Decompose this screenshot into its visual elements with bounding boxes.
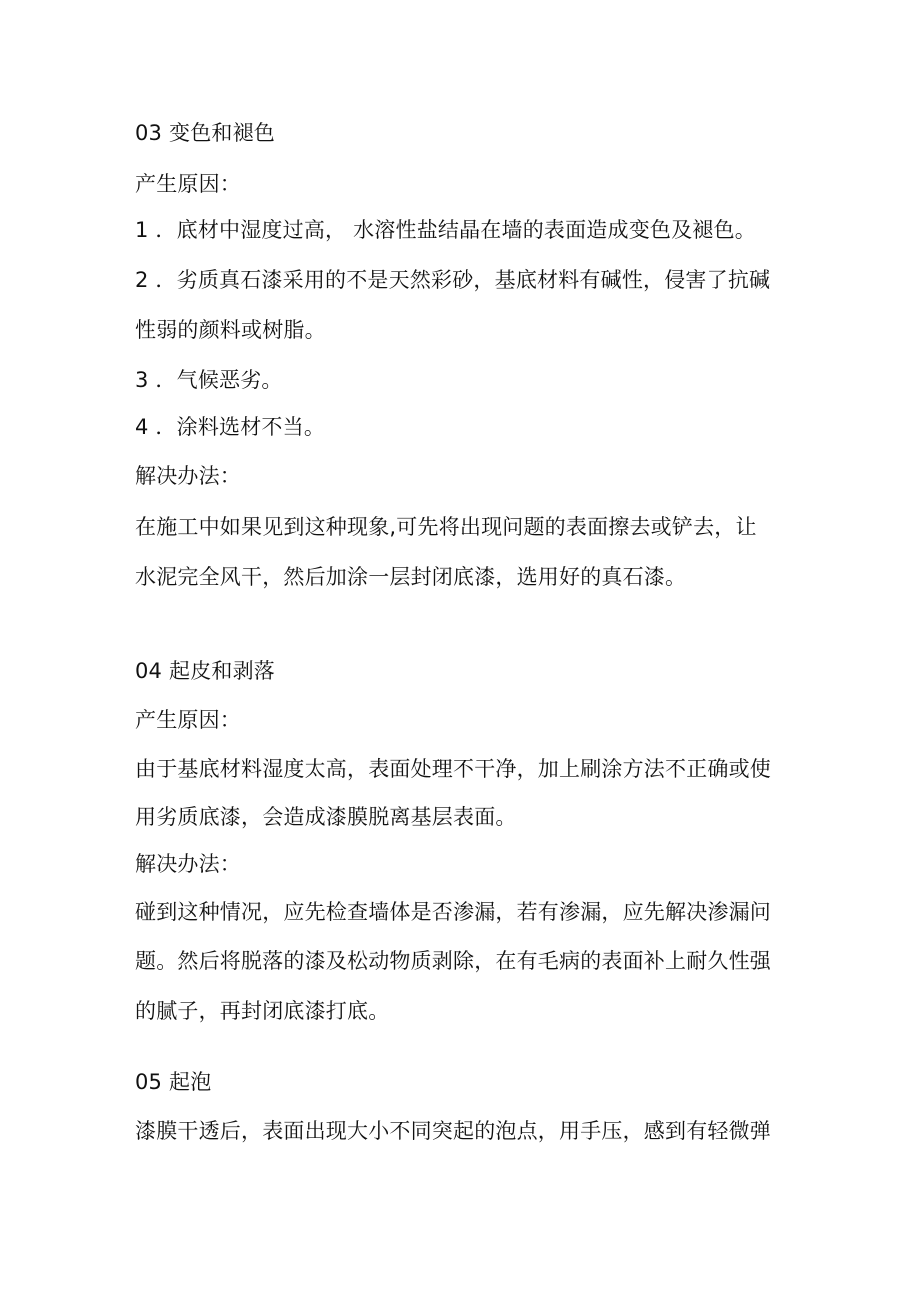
- cause-item: 1 ．底材中湿度过高， 水溶性盐结晶在墙的表面造成变色及褪色。: [135, 218, 756, 242]
- section-heading: 03 变色和褪色: [135, 121, 275, 145]
- solution-label: 解决办法：: [135, 852, 241, 876]
- solution-line: 的腻子，再封闭底漆打底。: [135, 999, 390, 1023]
- solution-line: 水泥完全风干，然后加涂一层封闭底漆，选用好的真石漆。: [135, 565, 687, 589]
- cause-line: 由于基底材料湿度太高，表面处理不干净，加上刷涂方法不正确或使: [135, 757, 771, 781]
- section-heading: 04 起皮和剥落: [135, 659, 275, 683]
- solution-line: 碰到这种情况，应先检查墙体是否渗漏，若有渗漏，应先解决渗漏问: [135, 900, 771, 924]
- cause-item: 4 ．涂料选材不当。: [135, 415, 326, 439]
- solution-label: 解决办法：: [135, 464, 241, 488]
- solution-line: 在施工中如果见到这种现象,可先将出现问题的表面擦去或铲去，让: [135, 515, 757, 539]
- solution-line: 题。然后将脱落的漆及松动物质剥除，在有毛病的表面补上耐久性强: [135, 949, 771, 973]
- body-line: 漆膜干透后，表面出现大小不同突起的泡点，用手压，感到有轻微弹: [135, 1119, 771, 1143]
- cause-item: 2 ．劣质真石漆采用的不是天然彩砂，基底材料有碱性，侵害了抗碱: [135, 268, 771, 292]
- cause-line: 用劣质底漆，会造成漆膜脱离基层表面。: [135, 805, 517, 829]
- section-heading: 05 起泡: [135, 1070, 212, 1094]
- cause-label: 产生原因：: [135, 708, 241, 732]
- cause-item: 3 ．气候恶劣。: [135, 368, 283, 392]
- cause-label: 产生原因：: [135, 172, 241, 196]
- cause-item-continuation: 性弱的颜料或树脂。: [135, 318, 326, 342]
